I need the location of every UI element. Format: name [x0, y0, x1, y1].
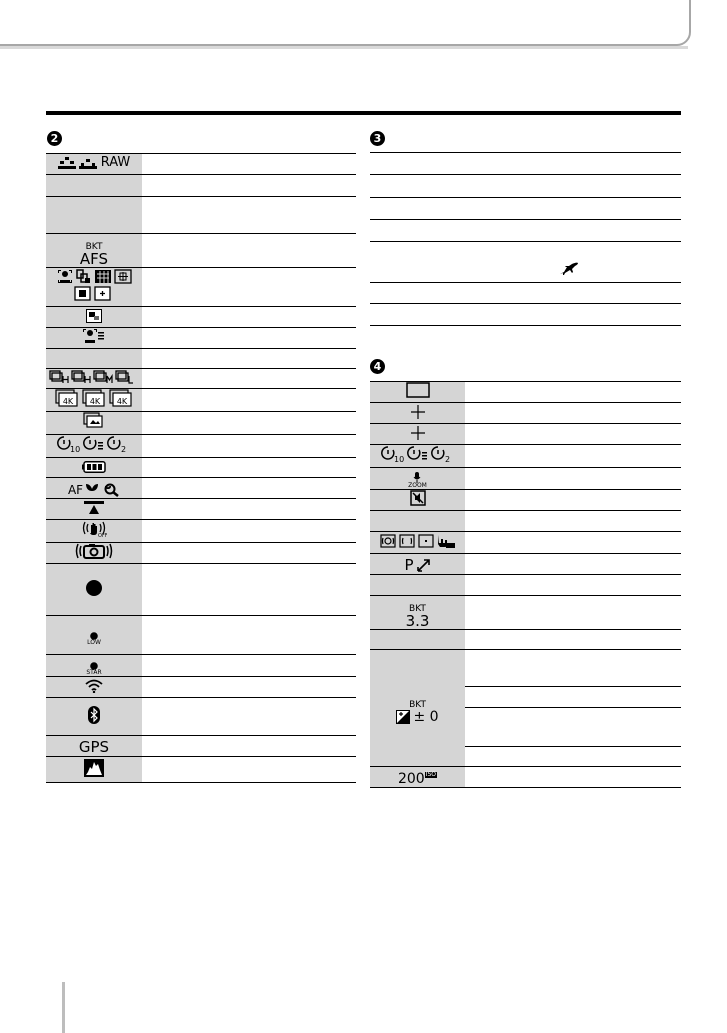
- record-low-icon: [87, 632, 101, 646]
- description-cell: [142, 175, 356, 197]
- iso-icon: [398, 772, 437, 786]
- self-timer-icons: [380, 445, 456, 463]
- table-row: [46, 698, 356, 736]
- bkt-label: BKT: [409, 604, 426, 614]
- zoom-mic-icon: [408, 472, 427, 489]
- program-shift-icon: [404, 555, 430, 574]
- description-cell: [465, 403, 681, 424]
- icon-cell: [46, 458, 142, 478]
- icon-cell: [370, 490, 465, 511]
- self-timer-icons: [56, 435, 132, 453]
- description-cell: [465, 532, 681, 554]
- af-label: AF: [67, 482, 84, 497]
- description-cell: [142, 616, 356, 655]
- description-cell: [142, 328, 356, 349]
- record-star-icon: [86, 662, 101, 676]
- wifi-icon: [85, 679, 103, 693]
- page-top-frame-shadow: [0, 46, 688, 49]
- table-row: [46, 478, 356, 499]
- bkt-afs-icon: [80, 243, 108, 267]
- description-cell: [142, 543, 356, 564]
- page-top-frame: [0, 0, 691, 46]
- description-cell: [142, 655, 356, 677]
- table-row: [46, 736, 356, 757]
- afs-label: AFS: [79, 250, 109, 268]
- table-row: [370, 242, 681, 283]
- icon-cell: [46, 268, 142, 307]
- table-row: [370, 153, 681, 175]
- description-cell: [370, 220, 681, 242]
- icon-cell: [370, 575, 465, 596]
- af-area-frame-icon: [406, 382, 430, 398]
- description-cell: [142, 349, 356, 369]
- description-cell: [370, 198, 681, 220]
- icon-cell: [46, 328, 142, 349]
- description-cell: [142, 478, 356, 499]
- table-row: [46, 677, 356, 698]
- section-4-number: 4: [370, 359, 385, 374]
- icon-cell: [370, 596, 465, 630]
- icon-cell: [46, 499, 142, 520]
- description-cell: [465, 445, 681, 468]
- section-2-number: 2: [47, 131, 62, 146]
- zoom-label: ZOOM: [408, 482, 427, 489]
- iso-label: ISO: [425, 770, 437, 778]
- post-focus-icon: [83, 412, 105, 430]
- svg-text:2: 2: [121, 445, 127, 453]
- section-2-table: [46, 153, 356, 783]
- icon-cell: [46, 616, 142, 655]
- silent-mode-icon: [410, 490, 426, 506]
- svg-text:4K: 4K: [62, 397, 74, 406]
- table-row: [46, 757, 356, 783]
- description-cell: [465, 511, 681, 532]
- description-cell: [370, 283, 681, 304]
- icon-cell: [370, 511, 465, 532]
- svg-text:4K: 4K: [89, 397, 101, 406]
- section-3-heading: [370, 128, 385, 148]
- table-row: [370, 767, 681, 788]
- icon-cell: [370, 650, 465, 767]
- record-dot-icon: [85, 579, 103, 597]
- table-row: [370, 382, 681, 403]
- icon-cell: [46, 677, 142, 698]
- section-4-heading: [370, 356, 385, 376]
- bkt-aperture-icon: [406, 605, 430, 629]
- description-cell: [465, 630, 681, 650]
- table-row: [46, 458, 356, 478]
- section-3-number: 3: [370, 131, 385, 146]
- bkt-label: BKT: [409, 700, 426, 710]
- airplane-icon: [559, 262, 579, 276]
- icon-cell: [46, 307, 142, 328]
- icon-cell: [370, 767, 465, 788]
- icon-cell: [46, 564, 142, 616]
- table-row: [370, 575, 681, 596]
- table-row: [46, 564, 356, 616]
- table-row: [46, 197, 356, 234]
- table-row: [370, 198, 681, 220]
- program-label: P: [404, 555, 414, 574]
- description-cell: [142, 698, 356, 736]
- section-3-table: [370, 152, 681, 326]
- description-cell: [142, 389, 356, 412]
- table-row: [46, 175, 356, 197]
- table-row: [46, 412, 356, 435]
- description-cell: [370, 175, 681, 198]
- burst-rate-icons: [49, 370, 139, 384]
- table-row: [370, 532, 681, 554]
- icon-cell: [46, 349, 142, 369]
- table-row: [46, 520, 356, 543]
- icon-cell: [46, 412, 142, 435]
- table-row: [46, 369, 356, 389]
- battery-icon: [82, 461, 106, 473]
- bkt-label: BKT: [85, 242, 103, 252]
- table-row: [370, 175, 681, 198]
- table-row: [46, 499, 356, 520]
- description-cell: [465, 424, 681, 445]
- icon-cell: [46, 543, 142, 564]
- ae-target-icon: [411, 426, 425, 440]
- table-row: [46, 616, 356, 655]
- description-cell: [142, 458, 356, 478]
- table-row: [370, 403, 681, 424]
- icon-cell: [46, 369, 142, 389]
- icon-cell: [46, 435, 142, 458]
- icon-cell: [46, 197, 142, 234]
- table-row: [46, 389, 356, 412]
- icon-cell: [370, 468, 465, 490]
- table-row: [370, 596, 681, 630]
- stabilizer-off-icon: [81, 520, 107, 538]
- table-row: [370, 304, 681, 326]
- description-cell: [142, 412, 356, 435]
- raw-label: RAW: [100, 155, 131, 170]
- table-row: [46, 154, 356, 175]
- icon-cell: [46, 520, 142, 543]
- table-row: [370, 283, 681, 304]
- af-mode-icons: [46, 268, 142, 302]
- description-cell: [142, 154, 356, 175]
- table-row: [46, 543, 356, 564]
- svg-text:OFF: OFF: [98, 533, 107, 538]
- icon-cell: [370, 382, 465, 403]
- table-row: [370, 554, 681, 575]
- description-cell: [465, 490, 681, 511]
- description-cell: [465, 575, 681, 596]
- 4k-photo-icons: [55, 389, 133, 407]
- icon-cell: [46, 757, 142, 783]
- gps-label: GPS: [78, 737, 110, 756]
- table-row: [370, 445, 681, 468]
- table-row: [46, 328, 356, 349]
- description-cell: [142, 677, 356, 698]
- icon-cell: [46, 389, 142, 412]
- table-row: [46, 307, 356, 328]
- star-label: STAR: [86, 669, 102, 676]
- iso-value: 200: [397, 770, 425, 787]
- exposure-comp-icon: [396, 701, 438, 724]
- description-cell: [465, 554, 681, 575]
- description-cell: [142, 435, 356, 458]
- description-cell: [142, 564, 356, 616]
- description-cell: [142, 234, 356, 268]
- description-cell: [465, 382, 681, 403]
- table-row: [46, 234, 356, 268]
- table-row: [370, 468, 681, 490]
- description-cell: [142, 369, 356, 389]
- table-row: [370, 490, 681, 511]
- icon-cell: [370, 403, 465, 424]
- table-row: [46, 268, 356, 307]
- low-label: LOW: [87, 638, 101, 646]
- icon-cell: [46, 175, 142, 197]
- description-cell: [142, 197, 356, 234]
- description-cell: [142, 520, 356, 543]
- description-cell: [465, 468, 681, 490]
- description-cell: [142, 499, 356, 520]
- icon-cell: [46, 655, 142, 677]
- svg-text:2: 2: [444, 455, 450, 463]
- icon-cell: [46, 736, 142, 757]
- description-cell: [465, 596, 681, 630]
- af-macro-icons: [68, 483, 120, 497]
- histogram-icon: [84, 759, 104, 777]
- spot-metering-target-icon: [411, 405, 425, 419]
- aperture-value: 3.3: [405, 612, 430, 630]
- header-rule: [46, 111, 681, 115]
- description-cell: [465, 767, 681, 788]
- page-side-bar: [62, 982, 65, 1033]
- table-row: [370, 511, 681, 532]
- icon-cell: [370, 554, 465, 575]
- section-4-table: [370, 381, 681, 788]
- table-row: [370, 650, 681, 767]
- svg-text:4K: 4K: [116, 397, 128, 406]
- table-row: [46, 435, 356, 458]
- svg-text:10: 10: [70, 445, 81, 453]
- tracking-icon: [86, 309, 102, 323]
- icon-cell: [370, 630, 465, 650]
- table-row: [370, 220, 681, 242]
- exposure-value: ± 0: [413, 709, 439, 725]
- table-row: [46, 655, 356, 677]
- metering-mode-icons: [380, 534, 456, 548]
- icon-cell: [370, 445, 465, 468]
- section-2-heading: [47, 128, 62, 148]
- description-cell: [370, 153, 681, 175]
- icon-cell: [46, 478, 142, 499]
- icon-cell: [46, 154, 142, 175]
- description-cell: [142, 307, 356, 328]
- description-cell: [370, 242, 681, 283]
- shake-alert-icon: [75, 543, 113, 559]
- icon-cell: [370, 532, 465, 554]
- icon-cell: [370, 424, 465, 445]
- bluetooth-icon: [88, 706, 100, 724]
- mf-icon: [84, 501, 104, 515]
- table-row: [370, 630, 681, 650]
- description-cell: [370, 304, 681, 326]
- quality-raw-icon: [58, 156, 131, 170]
- gps-icon: [78, 737, 110, 756]
- description-cell: [142, 757, 356, 783]
- table-row: [370, 424, 681, 445]
- svg-text:10: 10: [393, 455, 404, 463]
- icon-cell: [46, 234, 142, 268]
- description-cell: [465, 650, 681, 767]
- table-row: [46, 349, 356, 369]
- face-eye-icon: [83, 328, 105, 344]
- description-cell: [142, 736, 356, 757]
- icon-cell: [46, 698, 142, 736]
- description-cell: [142, 268, 356, 307]
